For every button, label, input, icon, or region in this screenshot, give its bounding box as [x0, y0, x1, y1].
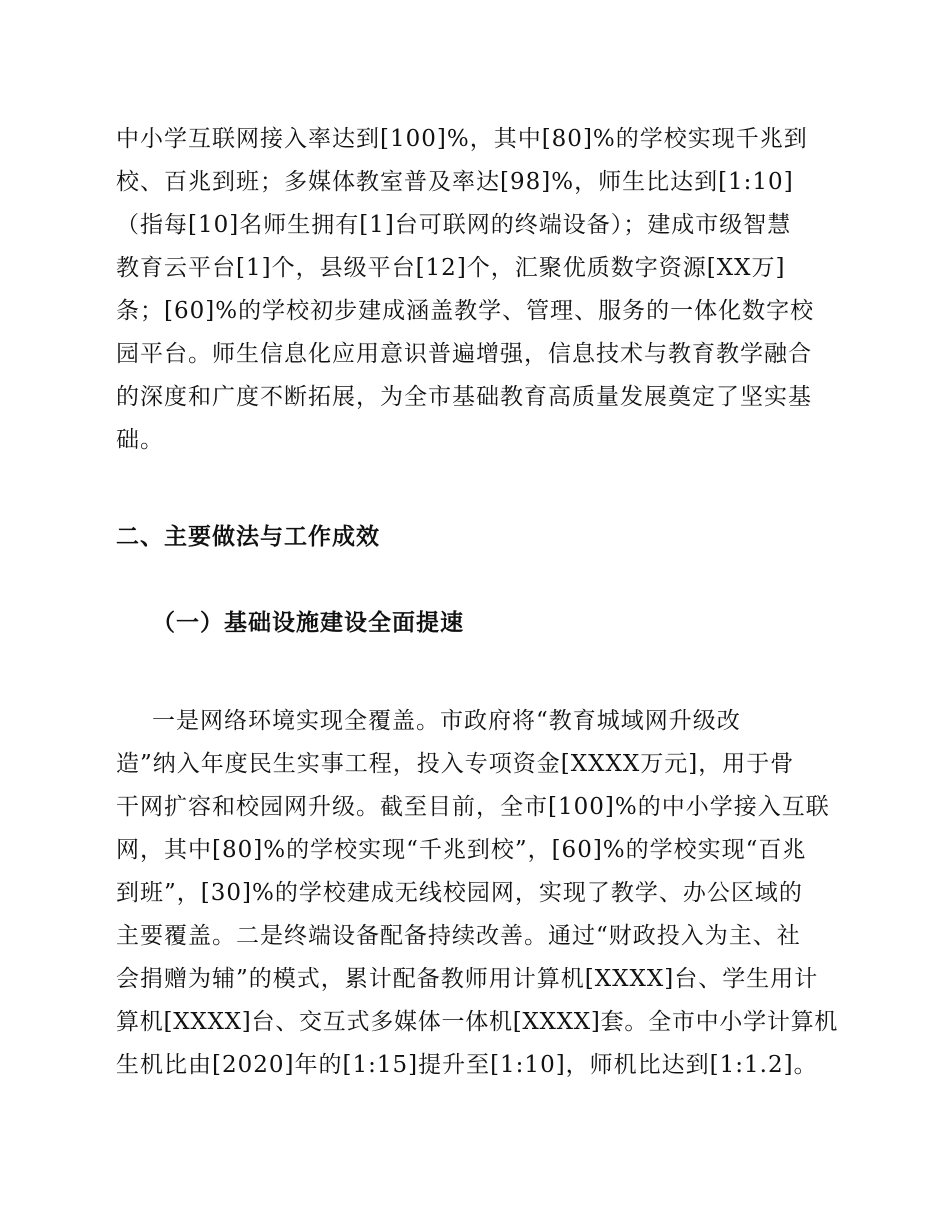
paragraph-line: 生机比由[2020]年的[1:15]提升至[1:10]，师机比达到[1:1.2]。	[116, 1052, 818, 1078]
section-heading: 二、主要做法与工作成效	[116, 524, 380, 550]
paragraph-line: 校、百兆到班；多媒体教室普及率达[98]%，师生比达到[1:10]	[116, 169, 794, 195]
paragraph-line: 算机[XXXX]台、交互式多媒体一体机[XXXX]套。全市中小学计算机	[116, 1009, 839, 1035]
paragraph-line: 主要覆盖。二是终端设备配备持续改善。通过“财政投入为主、社	[116, 923, 801, 949]
paragraph-line: 条；[60]%的学校初步建成涵盖教学、管理、服务的一体化数字校	[116, 298, 815, 324]
paragraph-line: 础。	[116, 427, 164, 453]
paragraph-line: 网，其中[80]%的学校实现“千兆到校”，[60]%的学校实现“百兆	[116, 837, 807, 863]
paragraph-line: 的深度和广度不断拓展，为全市基础教育高质量发展奠定了坚实基	[116, 384, 812, 410]
subsection-heading: （一）基础设施建设全面提速	[152, 610, 464, 636]
paragraph-line: （指每[10]名师生拥有[1]台可联网的终端设备）；建成市级智慧	[116, 212, 792, 238]
paragraph-line: 造”纳入年度民生实事工程，投入专项资金[XXXX万元]，用于骨	[116, 751, 795, 777]
paragraph-line: 教育云平台[1]个，县级平台[12]个，汇聚优质数字资源[XX万]	[116, 255, 786, 281]
paragraph-line: 会捐赠为辅”的模式，累计配备教师用计算机[XXXX]台、学生用计	[116, 966, 819, 992]
paragraph-line: 一是网络环境实现全覆盖。市政府将“教育城域网升级改	[152, 708, 741, 734]
paragraph-line: 园平台。师生信息化应用意识普遍增强，信息技术与教育教学融合	[116, 341, 812, 367]
paragraph-line: 到班”，[30]%的学校建成无线校园网，实现了教学、办公区域的	[116, 880, 803, 906]
paragraph-line: 中小学互联网接入率达到[100]%，其中[80]%的学校实现千兆到	[116, 126, 808, 152]
paragraph-line: 干网扩容和校园网升级。截至目前，全市[100]%的中小学接入互联	[116, 794, 830, 820]
